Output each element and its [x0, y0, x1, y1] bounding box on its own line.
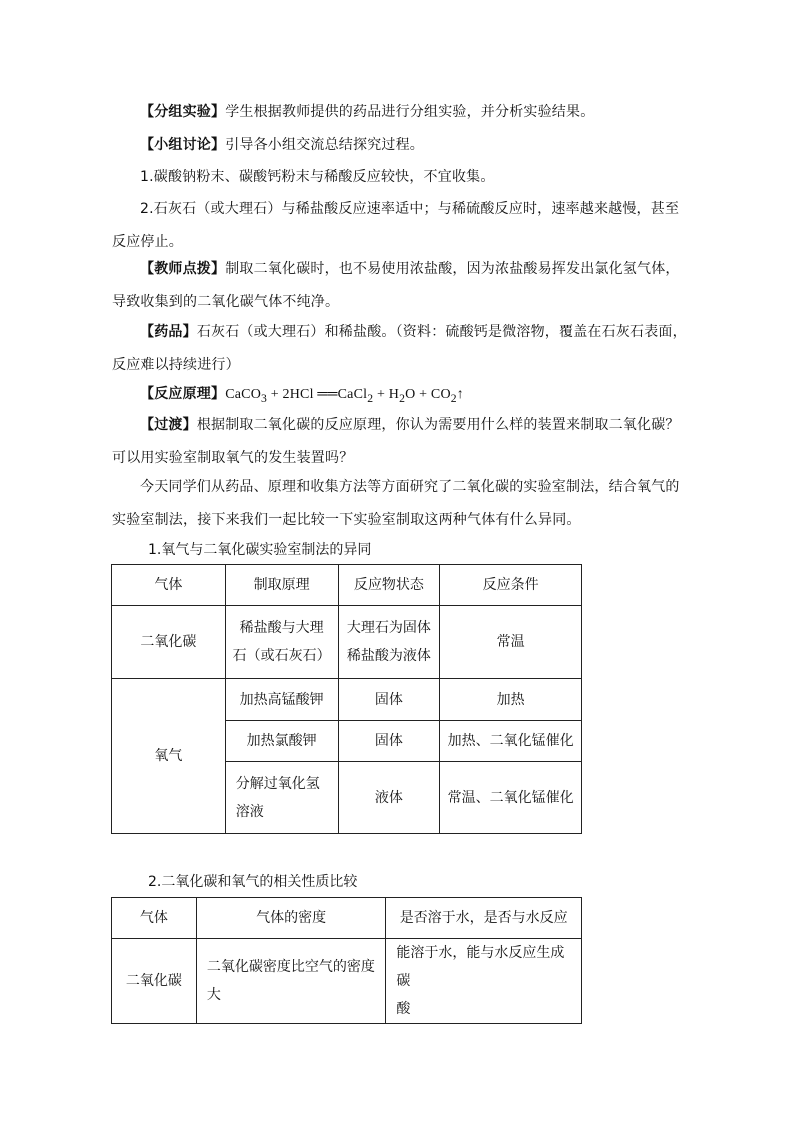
header-cell: 气体的密度	[196, 898, 386, 939]
density-cell: 二氧化碳密度比空气的密度 大	[196, 939, 386, 1024]
paragraph-summary	[112, 471, 692, 537]
tag-label: 【药品】	[140, 324, 197, 340]
condition-cell: 常温、二氧化锰催化	[440, 762, 582, 834]
tag-label: 【分组实验】	[140, 104, 226, 120]
table-row-co2	[112, 939, 582, 1024]
state-cell: 固体	[338, 721, 440, 762]
principle-cell: 稀盐酸与大理 石（或石灰石）	[225, 606, 338, 679]
paragraph-text: 制取二氧化碳时，也不易使用浓盐酸，因为浓盐酸易挥发出氯化氢气体，导致收集到的二氧化碳气体不纯净。	[112, 261, 680, 310]
header-cell: 反应物状态	[338, 565, 440, 606]
tag-label: 【教师点拨】	[140, 261, 226, 277]
header-cell: 气体	[112, 898, 197, 939]
paragraph-reagents	[112, 316, 692, 382]
header-cell: 反应条件	[440, 565, 582, 606]
tag-label: 【小组讨论】	[140, 137, 226, 153]
paragraph-text: 学生根据教师提供的药品进行分组实验，并分析实验结果。	[225, 104, 595, 120]
table-row-o2-kmno4	[112, 679, 582, 721]
header-cell: 制取原理	[225, 565, 338, 606]
header-cell: 气体	[112, 565, 226, 606]
paragraph-point-2	[112, 193, 692, 259]
condition-cell: 加热	[440, 679, 582, 721]
paragraph-group-experiment	[112, 96, 692, 129]
paragraph-text: 根据制取二氧化碳的反应原理，你认为需要用什么样的装置来制取二氧化碳？可以用实验室制取氧气的发生装置吗？	[112, 417, 680, 466]
principle-cell: 加热氯酸钾	[225, 721, 338, 762]
water-cell: 能溶于水，能与水反应生成碳 酸	[386, 939, 582, 1024]
tag-label: 【过渡】	[140, 417, 197, 433]
gas-cell: 氧气	[112, 679, 226, 834]
table-header-row	[112, 898, 582, 939]
paragraph-point-1	[112, 161, 692, 194]
paragraph-text: 石灰石（或大理石）和稀盐酸。（资料：硫酸钙是微溶物，覆盖在石灰石表面，反应难以持续进行）	[112, 324, 687, 373]
chemical-equation: CaCO$_3$ + 2HCl ══CaCl$_2$ + $H_2O$ + $CO_2↑$	[225, 387, 464, 405]
principle-cell: 分解过氧化氢 溶液	[225, 762, 338, 834]
gas-cell: 二氧化碳	[112, 606, 226, 679]
paragraph-transition	[112, 409, 692, 475]
state-cell: 大理石为固体 稀盐酸为液体	[338, 606, 440, 679]
state-cell: 固体	[338, 679, 440, 721]
tag-label: 【反应原理】	[140, 386, 226, 402]
header-cell: 是否溶于水，是否与水反应	[386, 898, 582, 939]
table-row-co2	[112, 606, 582, 679]
state-cell: 液体	[338, 762, 440, 834]
paragraph-text: 引导各小组交流总结探究过程。	[225, 137, 425, 153]
paragraph-text: 1.碳酸钠粉末、碳酸钙粉末与稀酸反应较快，不宜收集。	[140, 169, 495, 185]
paragraph-text: 今天同学们从药品、原理和收集方法等方面研究了二氧化碳的实验室制法，结合氧气的实验室制法，接下来我们一起比较一下实验室制取这两种气体有什么异同。	[112, 479, 680, 528]
table2-caption: 2.二氧化碳和氧气的相关性质比较	[148, 874, 358, 890]
condition-cell: 常温	[440, 606, 582, 679]
principle-cell: 加热高锰酸钾	[225, 679, 338, 721]
table1-caption: 1.氧气与二氧化碳实验室制法的异同	[148, 542, 372, 558]
gas-cell: 二氧化碳	[112, 939, 197, 1024]
paragraph-teacher-tip	[112, 253, 692, 319]
table-o2-co2-methods	[111, 564, 582, 834]
condition-cell: 加热、二氧化锰催化	[440, 721, 582, 762]
table-header-row	[112, 565, 582, 606]
paragraph-text: 2.石灰石（或大理石）与稀盐酸反应速率适中；与稀硫酸反应时，速率越来越慢，甚至反应停止。	[112, 201, 680, 250]
table-co2-properties	[111, 897, 582, 1024]
paragraph-group-discussion	[112, 129, 692, 162]
